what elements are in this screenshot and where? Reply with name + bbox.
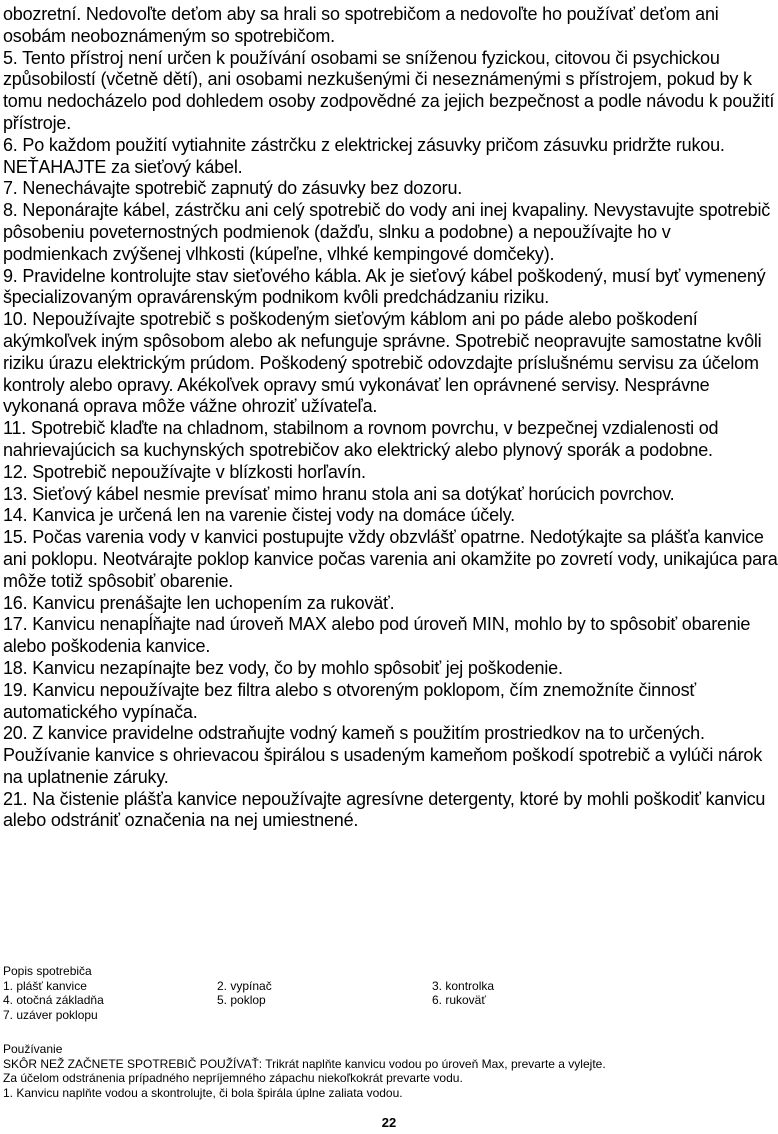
description-heading: Popis spotrebiča [3,964,92,978]
usage-line: 1. Kanvicu naplňte vodou a skontrolujte, či bola špirála úplne zaliata vodou. [3,1085,403,1100]
usage-line: SKÔR NEŽ ZAČNETE SPOTREBIČ POUŽÍVAŤ: Trikrát naplňte kanvicu vodou po úroveň Max, prevarte a vylejte. [3,1056,606,1071]
part-label [432,1008,632,1023]
description-row [3,1008,773,1023]
part-label: 1. plášť kanvice [3,978,87,993]
paragraph: 11. Spotrebič klaďte na chladnom, stabilnom a rovnom povrchu, v bezpečnej vzdialenosti od nahrievajúcich sa kuchynských spotrebičov ako elektrický alebo plynový sporák a podobne. [3,418,719,460]
part-label [217,1008,432,1023]
paragraph: 12. Spotrebič nepoužívajte v blízkosti horľavín. [3,461,366,482]
part-label: 5. poklop [217,993,266,1008]
paragraph: 10. Nepoužívajte spotrebič s poškodeným sieťovým káblom ani po páde alebo poškodení akýmkoľvek iným spôsobom alebo ak nefunguje správne. Spotrebič neopravujte samostatne kvôli riziku úrazu elektrickým prúdom. Poškodený spotrebič odovzdajte príslušnému servisu za účelom kontroly alebo opravy. Akékoľvek opravy smú vykonávať len oprávnené servisy. Nesprávne vykonaná oprava môže vážne ohroziť užívateľa. [3,309,762,417]
paragraph: 5. Tento přístroj není určen k používání osobami se sníženou fyzickou, citovou či psychickou způsobilostí (včetně dětí), ani osobami nezkušenými či neseznámenými s přístrojem, pokud by k tomu nedocházelo pod dohledem osoby zodpovědné za jejich bezpečnost a podle návodu k použití přístroje. [3,47,775,133]
paragraph: 17. Kanvicu nenapĺňajte nad úroveň MAX alebo pod úroveň MIN, mohlo by to spôsobiť obarenie alebo poškodenia kanvice. [3,614,751,657]
part-label: 3. kontrolka [432,978,495,993]
description-row [3,993,773,1008]
part-label: 2. vypínač [217,978,272,993]
paragraph: 18. Kanvicu nezapínajte bez vody, čo by mohlo spôsobiť jej poškodenie. [3,657,563,678]
part-label: 7. uzáver poklopu [3,1007,98,1022]
paragraph: 13. Sieťový kábel nesmie prevísať mimo hranu stola ani sa dotýkať horúcich povrchov. [3,483,675,504]
paragraph: 21. Na čistenie plášťa kanvice nepoužívajte agresívne detergenty, ktoré by mohli poškodiť kanvicu alebo odstrániť označenia na nej umiestnené. [3,788,766,831]
paragraph: obozretní. Nedovoľte deťom aby sa hrali so spotrebičom a nedovoľte ho používať deťom ani osobám neoboznámeným so spotrebičom. [3,4,719,46]
paragraph: 20. Z kanvice pravidelne odstraňujte vodný kameň s použitím prostriedkov na to určených. Používanie kanvice s ohrievacou špirálou s usadeným kameňom poškodí spotrebič a vylúči nárok na uplatnenie záruky. [3,723,763,787]
paragraph: 7. Nenechávajte spotrebič zapnutý do zásuvky bez dozoru. [3,178,463,199]
safety-instructions [3,4,778,832]
part-label: 6. rukoväť [432,993,486,1008]
part-label: 4. otočná základňa [3,993,104,1008]
page-number: 22 [381,1115,397,1130]
usage-heading: Používanie [3,1042,63,1056]
paragraph: 9. Pravidelne kontrolujte stav sieťového kábla. Ak je sieťový kábel poškodený, musí byť vymenený špecializovaným opravárenským podnikom kvôli predchádzaniu riziku. [3,265,766,308]
paragraph: 19. Kanvicu nepoužívajte bez filtra alebo s otvoreným poklopom, čím znemožníte činnosť automatického vypínača. [3,679,696,722]
paragraph: 14. Kanvica je určená len na varenie čistej vody na domáce účely. [3,505,515,526]
paragraph: 8. Neponárajte kábel, zástrčku ani celý spotrebič do vody ani inej kvapaliny. Nevystavujte spotrebič pôsobeniu poveternostných podmienok (dažďu, slnku a podobne) a nepoužívajte ho v podmienkach zvýšenej vlhkosti (kúpeľne, vlhké kempingové domčeky). [3,200,771,264]
paragraph: 15. Počas varenia vody v kanvici postupujte vždy obzvlášť opatrne. Nedotýkajte sa plášťa kanvice ani poklopu. Neotvárajte poklop kanvice počas varenia ani okamžite po zovretí vody, unikajúca para môže totiž spôsobiť obarenie. [3,527,778,591]
usage-line: Za účelom odstránenia prípadného nepríjemného zápachu niekoľkokrát prevarte vodu. [3,1071,463,1086]
usage-section [3,1042,773,1100]
paragraph: 16. Kanvicu prenášajte len uchopením za rukoväť. [3,592,395,613]
description-row [3,979,773,994]
paragraph: 6. Po každom použití vytiahnite zástrčku z elektrickej zásuvky pričom zásuvku pridržte rukou. NEŤAHAJTE za sieťový kábel. [3,134,725,177]
appliance-description [3,964,773,1022]
